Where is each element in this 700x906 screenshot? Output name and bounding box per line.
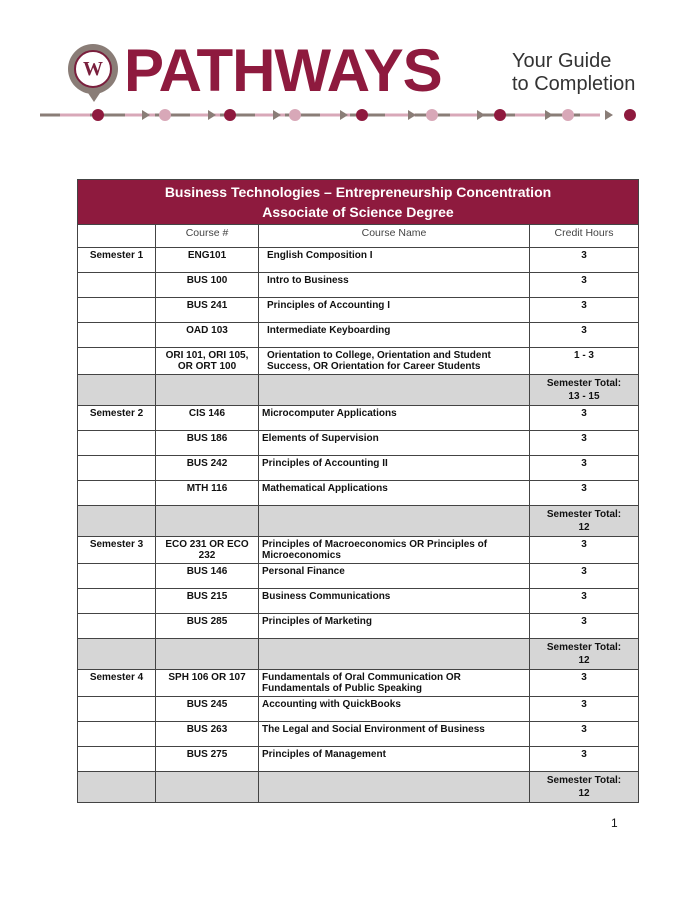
semester-cell [78, 589, 156, 614]
semester-total [530, 639, 639, 670]
course-name: Principles of Marketing [259, 614, 530, 639]
course-name: Personal Finance [259, 564, 530, 589]
table-row [78, 298, 639, 323]
course-name: The Legal and Social Environment of Business [259, 722, 530, 747]
course-number: BUS 263 [156, 722, 259, 747]
table-row [78, 248, 639, 273]
course-name: Principles of Accounting II [259, 456, 530, 481]
table-row [78, 348, 639, 375]
course-number: ENG101 [156, 248, 259, 273]
course-name: Fundamentals of Oral Communication OR Fundamentals of Public Speaking [259, 670, 530, 697]
course-name: English Composition I [259, 248, 530, 273]
course-number: BUS 275 [156, 747, 259, 772]
credit-hours: 3 [530, 564, 639, 589]
semester-total [530, 772, 639, 803]
semester-cell [78, 456, 156, 481]
semester-total-label: Semester Total: [546, 642, 622, 653]
semester-total-value: 12 [578, 788, 590, 799]
course-number: ECO 231 OR ECO 232 [156, 537, 259, 564]
empty-cell [78, 772, 156, 803]
course-name: Intermediate Keyboarding [259, 323, 530, 348]
empty-cell [259, 639, 530, 670]
table-row [78, 697, 639, 722]
course-number: BUS 285 [156, 614, 259, 639]
course-number: BUS 215 [156, 589, 259, 614]
credit-hours: 3 [530, 670, 639, 697]
semester-total-value: 12 [578, 655, 590, 666]
college-seal-icon [68, 44, 118, 94]
credit-hours-header: Credit Hours [530, 225, 639, 248]
table-row [78, 747, 639, 772]
semester-cell [78, 747, 156, 772]
semester-label: Semester 2 [78, 406, 156, 431]
course-number: BUS 241 [156, 298, 259, 323]
logo-subtitle [512, 50, 652, 96]
semester-total-row [78, 772, 639, 803]
semester-col-header [78, 225, 156, 248]
semester-total-value: 12 [578, 522, 590, 533]
semester-total-label: Semester Total: [546, 378, 622, 389]
semester-label: Semester 1 [78, 248, 156, 273]
semester-cell [78, 273, 156, 298]
empty-cell [156, 772, 259, 803]
credit-hours: 1 - 3 [530, 348, 639, 375]
empty-cell [156, 639, 259, 670]
credit-hours: 3 [530, 456, 639, 481]
table-title [78, 180, 639, 225]
empty-cell [156, 506, 259, 537]
empty-cell [259, 375, 530, 406]
course-number: ORI 101, ORI 105, OR ORT 100 [156, 348, 259, 375]
credit-hours: 3 [530, 298, 639, 323]
degree-plan-table [77, 179, 639, 803]
credit-hours: 3 [530, 323, 639, 348]
course-number: BUS 146 [156, 564, 259, 589]
semester-label: Semester 3 [78, 537, 156, 564]
credit-hours: 3 [530, 722, 639, 747]
credit-hours: 3 [530, 747, 639, 772]
semester-total-label: Semester Total: [546, 509, 622, 520]
credit-hours: 3 [530, 537, 639, 564]
semester-cell [78, 481, 156, 506]
course-name: Mathematical Applications [259, 481, 530, 506]
empty-cell [78, 506, 156, 537]
semester-cell [78, 298, 156, 323]
logo-title: PATHWAYS [124, 37, 442, 104]
course-number: BUS 242 [156, 456, 259, 481]
semester-cell [78, 722, 156, 747]
course-name: Business Communications [259, 589, 530, 614]
table-row [78, 589, 639, 614]
table-row [78, 431, 639, 456]
credit-hours: 3 [530, 406, 639, 431]
semester-cell [78, 431, 156, 456]
column-header-row [78, 225, 639, 248]
credit-hours: 3 [530, 614, 639, 639]
credit-hours: 3 [530, 697, 639, 722]
seal-letter: W [74, 50, 112, 88]
empty-cell [78, 639, 156, 670]
table-row [78, 537, 639, 564]
page-number: 1 [611, 816, 618, 830]
semester-cell [78, 348, 156, 375]
course-name: Intro to Business [259, 273, 530, 298]
semester-total-row [78, 506, 639, 537]
credit-hours: 3 [530, 481, 639, 506]
table-row [78, 406, 639, 431]
course-name: Orientation to College, Orientation and Student Success, OR Orientation for Career Students [259, 348, 530, 375]
logo-subtitle-line1: Your Guide [512, 50, 612, 72]
semester-total-row [78, 639, 639, 670]
table-row [78, 722, 639, 747]
semester-total-value: 13 - 15 [568, 391, 600, 402]
course-number: BUS 186 [156, 431, 259, 456]
course-name: Elements of Supervision [259, 431, 530, 456]
table-row [78, 323, 639, 348]
course-name: Principles of Management [259, 747, 530, 772]
course-name: Principles of Macroeconomics OR Principles of Microeconomics [259, 537, 530, 564]
empty-cell [78, 375, 156, 406]
course-name: Accounting with QuickBooks [259, 697, 530, 722]
credit-hours: 3 [530, 273, 639, 298]
semester-cell [78, 564, 156, 589]
course-number: CIS 146 [156, 406, 259, 431]
semester-total [530, 506, 639, 537]
credit-hours: 3 [530, 431, 639, 456]
semester-label: Semester 4 [78, 670, 156, 697]
semester-cell [78, 697, 156, 722]
empty-cell [156, 375, 259, 406]
course-number: OAD 103 [156, 323, 259, 348]
semester-cell [78, 614, 156, 639]
course-number: MTH 116 [156, 481, 259, 506]
empty-cell [259, 506, 530, 537]
course-number: BUS 100 [156, 273, 259, 298]
semester-total [530, 375, 639, 406]
table-row [78, 564, 639, 589]
semester-cell [78, 323, 156, 348]
path-arrows-icon [40, 108, 640, 122]
course-number: BUS 245 [156, 697, 259, 722]
course-number: SPH 106 OR 107 [156, 670, 259, 697]
semester-total-row [78, 375, 639, 406]
table-row [78, 670, 639, 697]
credit-hours: 3 [530, 248, 639, 273]
course-name: Microcomputer Applications [259, 406, 530, 431]
pathways-logo [62, 37, 642, 130]
course-name-header: Course Name [259, 225, 530, 248]
table-row [78, 273, 639, 298]
course-name: Principles of Accounting I [259, 298, 530, 323]
table-row [78, 456, 639, 481]
map-pin-icon [86, 90, 102, 102]
table-row [78, 614, 639, 639]
table-row [78, 481, 639, 506]
logo-subtitle-line2: to Completion [512, 73, 636, 95]
empty-cell [259, 772, 530, 803]
credit-hours: 3 [530, 589, 639, 614]
course-num-header: Course # [156, 225, 259, 248]
program-title: Business Technologies – Entrepreneurship Concentration [164, 184, 552, 200]
semester-total-label: Semester Total: [546, 775, 622, 786]
table-title-row [78, 180, 639, 225]
degree-title: Associate of Science Degree [262, 204, 454, 220]
